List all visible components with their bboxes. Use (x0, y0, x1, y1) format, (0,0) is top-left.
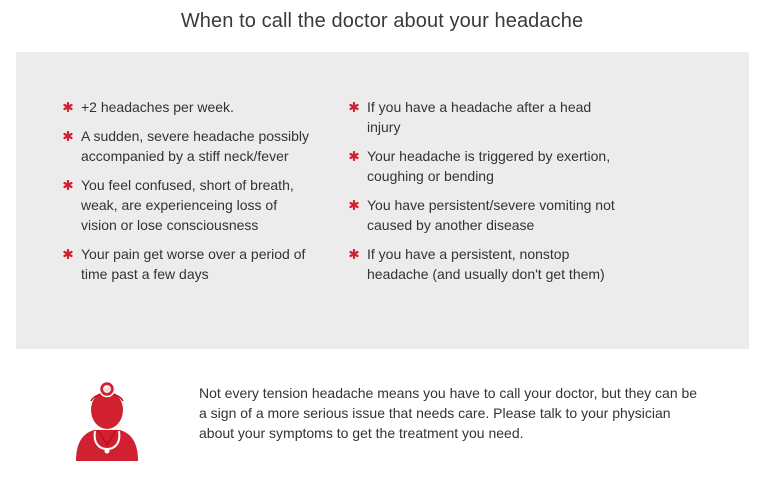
symptoms-panel (16, 52, 749, 349)
list-item-text: You feel confused, short of breath, weak, are experienceing loss of vision or lose consciousness (81, 177, 294, 233)
asterisk-bullet-icon (63, 180, 73, 190)
list-item-text: If you have a headache after a head injury (367, 99, 592, 135)
list-item (349, 195, 619, 235)
asterisk-bullet-icon (349, 200, 359, 210)
symptom-list-left (63, 97, 313, 293)
list-item (349, 97, 619, 137)
list-item-text: Your headache is triggered by exertion, coughing or bending (367, 148, 611, 184)
list-item-text: Your pain get worse over a period of time past a few days (81, 246, 306, 282)
list-item (349, 244, 619, 284)
list-item (63, 126, 313, 166)
asterisk-bullet-icon (63, 131, 73, 141)
list-item (63, 244, 313, 284)
list-item-text: You have persistent/severe vomiting not caused by another disease (367, 197, 615, 233)
list-item (63, 97, 313, 117)
asterisk-bullet-icon (349, 102, 359, 112)
list-item-text: If you have a persistent, nonstop headache (and usually don't get them) (367, 246, 605, 282)
list-item-text: A sudden, severe headache possibly accompanied by a stiff neck/fever (81, 128, 310, 164)
page-title: When to call the doctor about your headache (180, 10, 584, 32)
list-item-text: +2 headaches per week. (81, 99, 234, 115)
list-item (63, 175, 313, 235)
list-item (349, 146, 619, 186)
advice-paragraph: Not every tension headache means you have to call your doctor, but they can be a sign of a more serious issue that needs care. Please talk to your physician about your symptoms to get the treatment you need. (199, 385, 698, 441)
asterisk-bullet-icon (63, 249, 73, 259)
symptom-list-right (349, 97, 619, 293)
asterisk-bullet-icon (63, 102, 73, 112)
asterisk-bullet-icon (349, 249, 359, 259)
doctor-icon (74, 379, 140, 463)
asterisk-bullet-icon (349, 151, 359, 161)
